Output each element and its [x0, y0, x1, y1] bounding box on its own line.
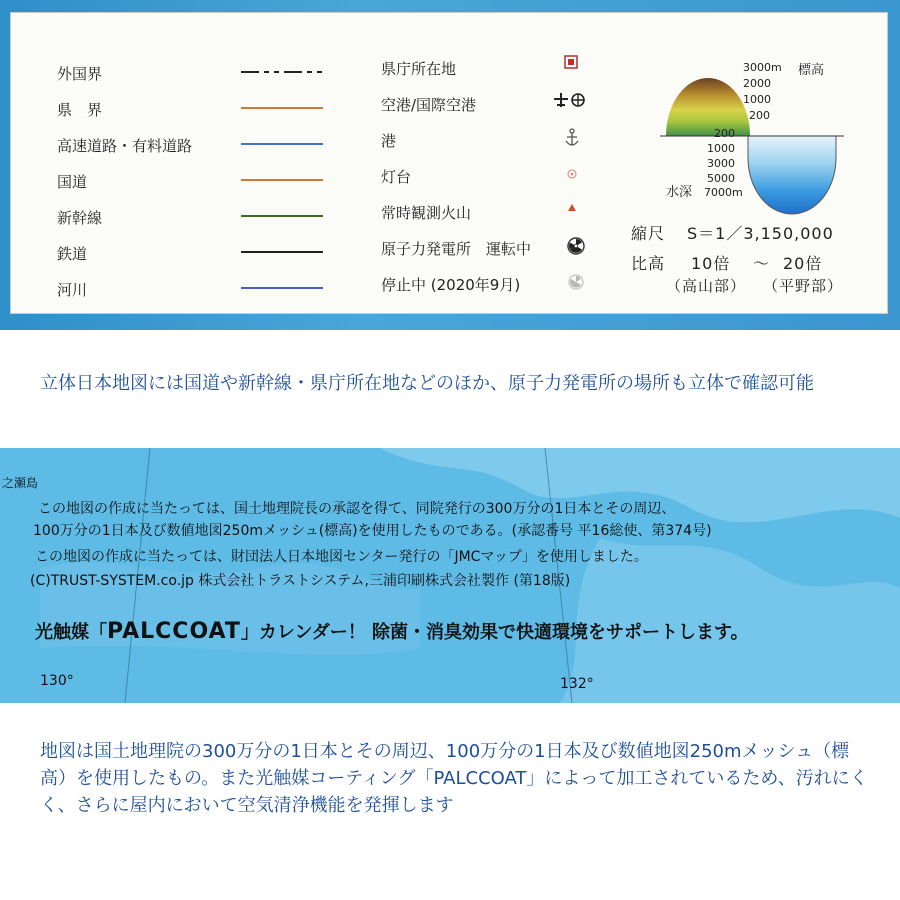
map-legend — [10, 12, 888, 314]
palccoat-slogan — [35, 618, 749, 644]
legend-label-shinkansen: 新幹線 — [57, 209, 103, 227]
credit-line-2: 100万分の1日本及び数値地図250mメッシュ(標高)を使用したものである。(承認番号 平16総使、第374号) — [33, 523, 712, 539]
scale-label: 縮尺 — [631, 224, 666, 243]
island-name: 之瀬島 — [2, 476, 39, 490]
capital-icon — [565, 56, 577, 68]
legend-symbol-column — [546, 53, 606, 313]
elevation-dome — [666, 78, 750, 136]
depth-level-200: 200 — [714, 127, 735, 140]
vertical-ratio-high: 10倍 — [691, 254, 731, 273]
legend-background — [0, 0, 900, 330]
legend-line-samples — [239, 61, 329, 311]
palccoat-brand: PALCCOAT — [107, 619, 241, 644]
legend-label-port: 港 — [381, 132, 397, 150]
longitude-130: 130° — [40, 673, 74, 689]
map-credits-band — [0, 448, 900, 703]
legend-label-nuclear-stopped: 停止中 (2020年9月) — [381, 276, 521, 294]
palccoat-suffix: 」カレンダー！ 除菌・消臭効果で快適環境をサポートします。 — [240, 622, 749, 643]
elevation-level-3000: 3000m — [743, 61, 782, 74]
elevation-title: 標高 — [798, 63, 825, 78]
legend-label-lighthouse: 灯台 — [381, 168, 412, 186]
elevation-level-200: 200 — [749, 109, 770, 122]
legend-label-airport: 空港/国際空港 — [381, 96, 477, 114]
caption-top: 立体日本地図には国道や新幹線・県庁所在地などのほか、原子力発電所の場所も立体で確認可能 — [40, 373, 814, 394]
airport-icon — [554, 93, 584, 107]
legend-label-foreign-border: 外国界 — [57, 65, 103, 83]
depth-level-7000: 7000m — [704, 186, 743, 199]
elevation-level-1000: 1000 — [743, 93, 771, 106]
lighthouse-icon — [568, 170, 576, 178]
legend-label-national-road: 国道 — [57, 173, 88, 191]
legend-label-capital: 県庁所在地 — [381, 60, 457, 78]
vertical-ratio-label: 比高 — [631, 254, 666, 273]
depth-level-5000: 5000 — [707, 172, 735, 185]
credit-line-3: この地図の作成に当たっては、財団法人日本地図センター発行の「JMCマップ」を使用しました。 — [35, 549, 648, 565]
vertical-ratio-separator: ～ — [753, 254, 771, 273]
legend-label-railway: 鉄道 — [57, 245, 88, 263]
palccoat-prefix: 光触媒「 — [35, 622, 107, 643]
legend-label-prefecture-border: 県 界 — [57, 101, 103, 119]
depth-title: 水深 — [666, 185, 693, 200]
credit-line-4: (C)TRUST-SYSTEM.co.jp 株式会社トラストシステム,三浦印刷株式会社製作 (第18版) — [30, 573, 571, 589]
depth-level-1000: 1000 — [707, 142, 735, 155]
volcano-icon — [568, 204, 576, 211]
low-area-label: （平野部） — [763, 277, 844, 295]
depth-bowl — [748, 136, 836, 214]
nuclear-stopped-icon — [569, 275, 583, 289]
credit-line-1: この地図の作成に当たっては、国土地理院長の承認を得て、同院発行の300万分の1日本とその周辺、 — [38, 501, 676, 517]
anchor-icon — [566, 129, 578, 145]
high-area-label: （高山部） — [666, 277, 747, 295]
legend-label-volcano: 常時観測火山 — [381, 204, 472, 222]
scale-value: S＝1／3,150,000 — [687, 224, 834, 243]
vertical-ratio-low: 20倍 — [783, 254, 823, 273]
caption-bottom: 地図は国土地理院の300万分の1日本とその周辺、100万分の1日本及び数値地図250mメッシュ（標高）を使用したもの。また光触媒コーティング「PALCCOAT」によって加工されているため、汚れにくく、さらに屋内において空気清浄機能を発揮します — [40, 741, 868, 816]
legend-label-river: 河川 — [57, 281, 88, 299]
elevation-level-2000: 2000 — [743, 77, 771, 90]
legend-label-nuclear-operating: 原子力発電所 運転中 — [381, 240, 532, 258]
depth-level-3000: 3000 — [707, 157, 735, 170]
legend-label-expressway: 高速道路・有料道路 — [57, 137, 193, 155]
longitude-132: 132° — [560, 676, 594, 692]
nuclear-icon — [568, 238, 584, 254]
